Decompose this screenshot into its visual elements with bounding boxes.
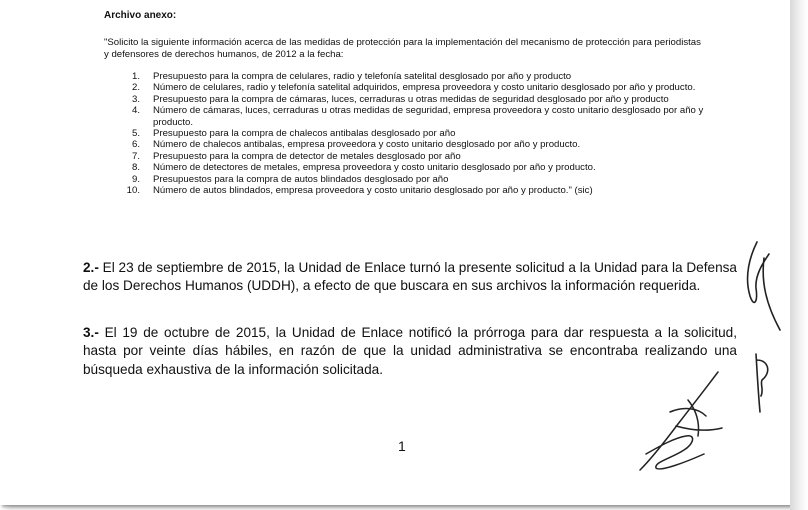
list-item-number: 10. bbox=[126, 185, 140, 197]
list-item-text: Número de detectores de metales, empresa proveedora y costo unitario desglosado por año y producto. bbox=[153, 162, 596, 174]
list-item-number: 8. bbox=[131, 162, 140, 174]
list-item bbox=[104, 151, 704, 162]
request-list bbox=[104, 71, 704, 196]
list-item-text: Presupuesto para la compra de chalecos antibalas desglosado por año bbox=[153, 128, 456, 140]
list-item bbox=[104, 105, 704, 128]
list-item bbox=[104, 162, 704, 173]
list-item-number: 3. bbox=[131, 93, 140, 105]
paragraph-3-text: El 19 de octubre de 2015, la Unidad de Enlace notificó la prórroga para dar respuesta a la solicitud, hasta por veinte días hábiles, en razón de que la unidad administrativa se encontraba realizando una búsqueda exhaustiva de la información solicitada. bbox=[83, 325, 737, 377]
list-item bbox=[104, 139, 704, 150]
list-item-text: Número de autos blindados, empresa proveedora y costo unitario desglosado por año y producto." (sic) bbox=[153, 185, 593, 197]
list-item-number: 5. bbox=[131, 128, 140, 140]
list-item-number: 2. bbox=[131, 82, 140, 94]
handwritten-initial-top-right bbox=[736, 236, 786, 336]
paragraph-2-number: 2.- bbox=[83, 260, 99, 275]
list-item bbox=[104, 71, 704, 82]
list-item bbox=[104, 82, 704, 93]
list-item-text: Número de cámaras, luces, cerraduras u otras medidas de seguridad, empresa proveedora y costo unitario desglosado por año y producto. bbox=[153, 105, 704, 128]
list-item bbox=[104, 94, 704, 105]
paragraph-3-number: 3.- bbox=[83, 325, 99, 340]
list-item bbox=[104, 174, 704, 185]
annex-heading: Archivo anexo: bbox=[104, 10, 177, 21]
list-item-number: 7. bbox=[131, 150, 140, 162]
list-item-text: Presupuestos para la compra de autos blindados desglosado por año bbox=[153, 173, 449, 185]
list-item-text: Presupuesto para la compra de celulares, radio y telefonía satelital desglosado por año y producto bbox=[153, 71, 572, 82]
list-item-text: Presupuesto para la compra de cámaras, luces, cerraduras u otras medidas de seguridad desglosado por año y producto bbox=[153, 93, 669, 105]
list-item bbox=[104, 128, 704, 139]
list-item-text: Número de celulares, radio y telefonía satelital adquiridos, empresa proveedora y costo unitario desglosado por año y producto. bbox=[153, 82, 696, 94]
page-number: 1 bbox=[398, 438, 406, 454]
paragraph-2 bbox=[83, 259, 737, 296]
list-item-number: 1. bbox=[131, 71, 140, 82]
list-item-text: Presupuesto para la compra de detector de metales desglosado por año bbox=[153, 150, 461, 162]
paragraph-2-text: El 23 de septiembre de 2015, la Unidad de Enlace turnó la presente solicitud a la Unidad para la Defensa de los Derechos Humanos (UDDH), a efecto de que buscara en sus archivos la información requerida. bbox=[83, 260, 737, 294]
list-item-number: 4. bbox=[131, 105, 140, 117]
list-item bbox=[104, 185, 704, 196]
page-edge-shadow bbox=[790, 0, 808, 510]
list-item-number: 9. bbox=[131, 173, 140, 185]
handwritten-signature-bottom bbox=[626, 366, 736, 476]
list-item-number: 6. bbox=[131, 139, 140, 151]
request-intro: "Solicito la siguiente información acerca de las medidas de protección para la implementación del mecanismo de protección para periodistas y defensores de derechos humanos, de 2012 a la fecha: bbox=[104, 37, 701, 60]
list-item-text: Número de chalecos antibalas, empresa proveedora y costo unitario desglosado por año y producto. bbox=[153, 139, 581, 151]
handwritten-initial-right bbox=[748, 350, 778, 420]
